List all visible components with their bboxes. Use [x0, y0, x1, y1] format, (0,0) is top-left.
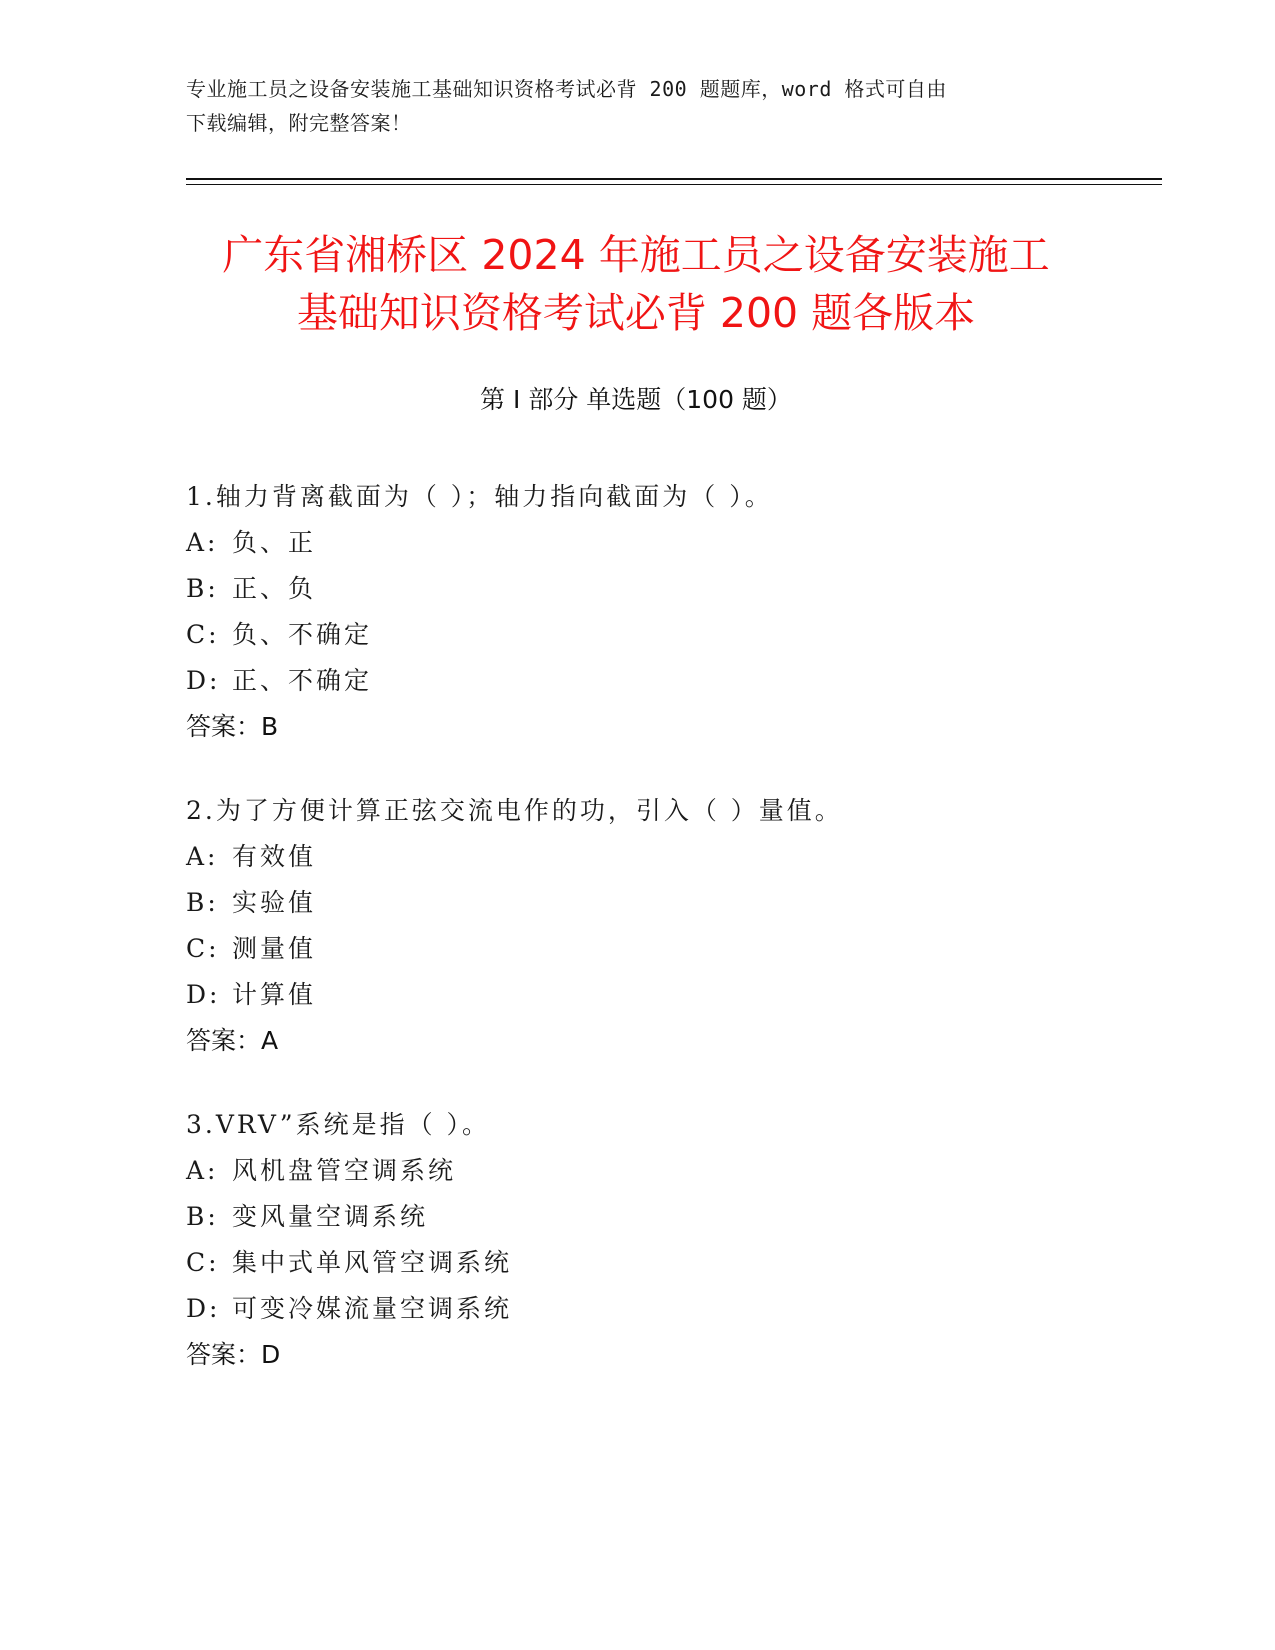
option-d — [186, 658, 1146, 704]
option-c — [186, 926, 1146, 972]
option-c — [186, 612, 1146, 658]
header-note-line1: 专业施工员之设备安装施工基础知识资格考试必背 200 题题库，word 格式可自由 — [186, 77, 947, 101]
option-b — [186, 880, 1146, 926]
question-item — [186, 1102, 1146, 1378]
option-text: 实验值 — [232, 888, 317, 917]
page-title-line2: 基础知识资格考试必背 200 题各版本 — [296, 289, 976, 337]
option-letter: D: — [186, 1294, 221, 1323]
header-divider-thick — [186, 178, 1162, 180]
option-text: 负、不确定 — [232, 620, 373, 649]
option-text: 有效值 — [232, 842, 317, 871]
option-text: 负、正 — [232, 528, 317, 557]
option-letter: C: — [186, 620, 220, 649]
option-a — [186, 520, 1146, 566]
answer-text: 答案：D — [186, 1340, 281, 1369]
question-item — [186, 474, 1146, 750]
option-b — [186, 566, 1146, 612]
option-letter: B: — [186, 1202, 219, 1231]
option-letter: C: — [186, 1248, 220, 1277]
option-letter: C: — [186, 934, 220, 963]
question-stem: 1.轴力背离截面为（ ）；轴力指向截面为（ ）。 — [186, 482, 773, 511]
option-text: 可变冷媒流量空调系统 — [232, 1294, 513, 1323]
option-a — [186, 1148, 1146, 1194]
option-letter: B: — [186, 574, 219, 603]
question-item — [186, 788, 1146, 1064]
header-note — [186, 72, 1086, 140]
page-title — [186, 226, 1086, 342]
option-text: 集中式单风管空调系统 — [232, 1248, 513, 1277]
question-stem: 3.VRV”系统是指（ ）。 — [186, 1110, 491, 1139]
option-d — [186, 1286, 1146, 1332]
option-letter: A: — [186, 1156, 219, 1185]
header-note-line2: 下载编辑，附完整答案！ — [186, 111, 412, 135]
option-text: 正、不确定 — [232, 666, 373, 695]
answer-text: 答案：A — [186, 1026, 279, 1055]
option-d — [186, 972, 1146, 1018]
option-letter: A: — [186, 842, 219, 871]
option-b — [186, 1194, 1146, 1240]
answer-text: 答案：B — [186, 712, 279, 741]
option-text: 正、负 — [232, 574, 317, 603]
page-title-line1: 广东省湘桥区 2024 年施工员之设备安装施工 — [222, 231, 1050, 279]
option-letter: A: — [186, 528, 219, 557]
option-letter: B: — [186, 888, 219, 917]
option-text: 测量值 — [232, 934, 317, 963]
option-c — [186, 1240, 1146, 1286]
option-text: 风机盘管空调系统 — [232, 1156, 457, 1185]
option-letter: D: — [186, 980, 221, 1009]
section-title: 第 I 部分 单选题（100 题） — [480, 385, 792, 414]
option-a — [186, 834, 1146, 880]
question-list — [186, 474, 1146, 1416]
header-divider-thin — [186, 184, 1162, 185]
question-stem: 2.为了方便计算正弦交流电作的功，引入（ ）量值。 — [186, 796, 843, 825]
option-text: 变风量空调系统 — [232, 1202, 429, 1231]
option-text: 计算值 — [232, 980, 317, 1009]
option-letter: D: — [186, 666, 221, 695]
